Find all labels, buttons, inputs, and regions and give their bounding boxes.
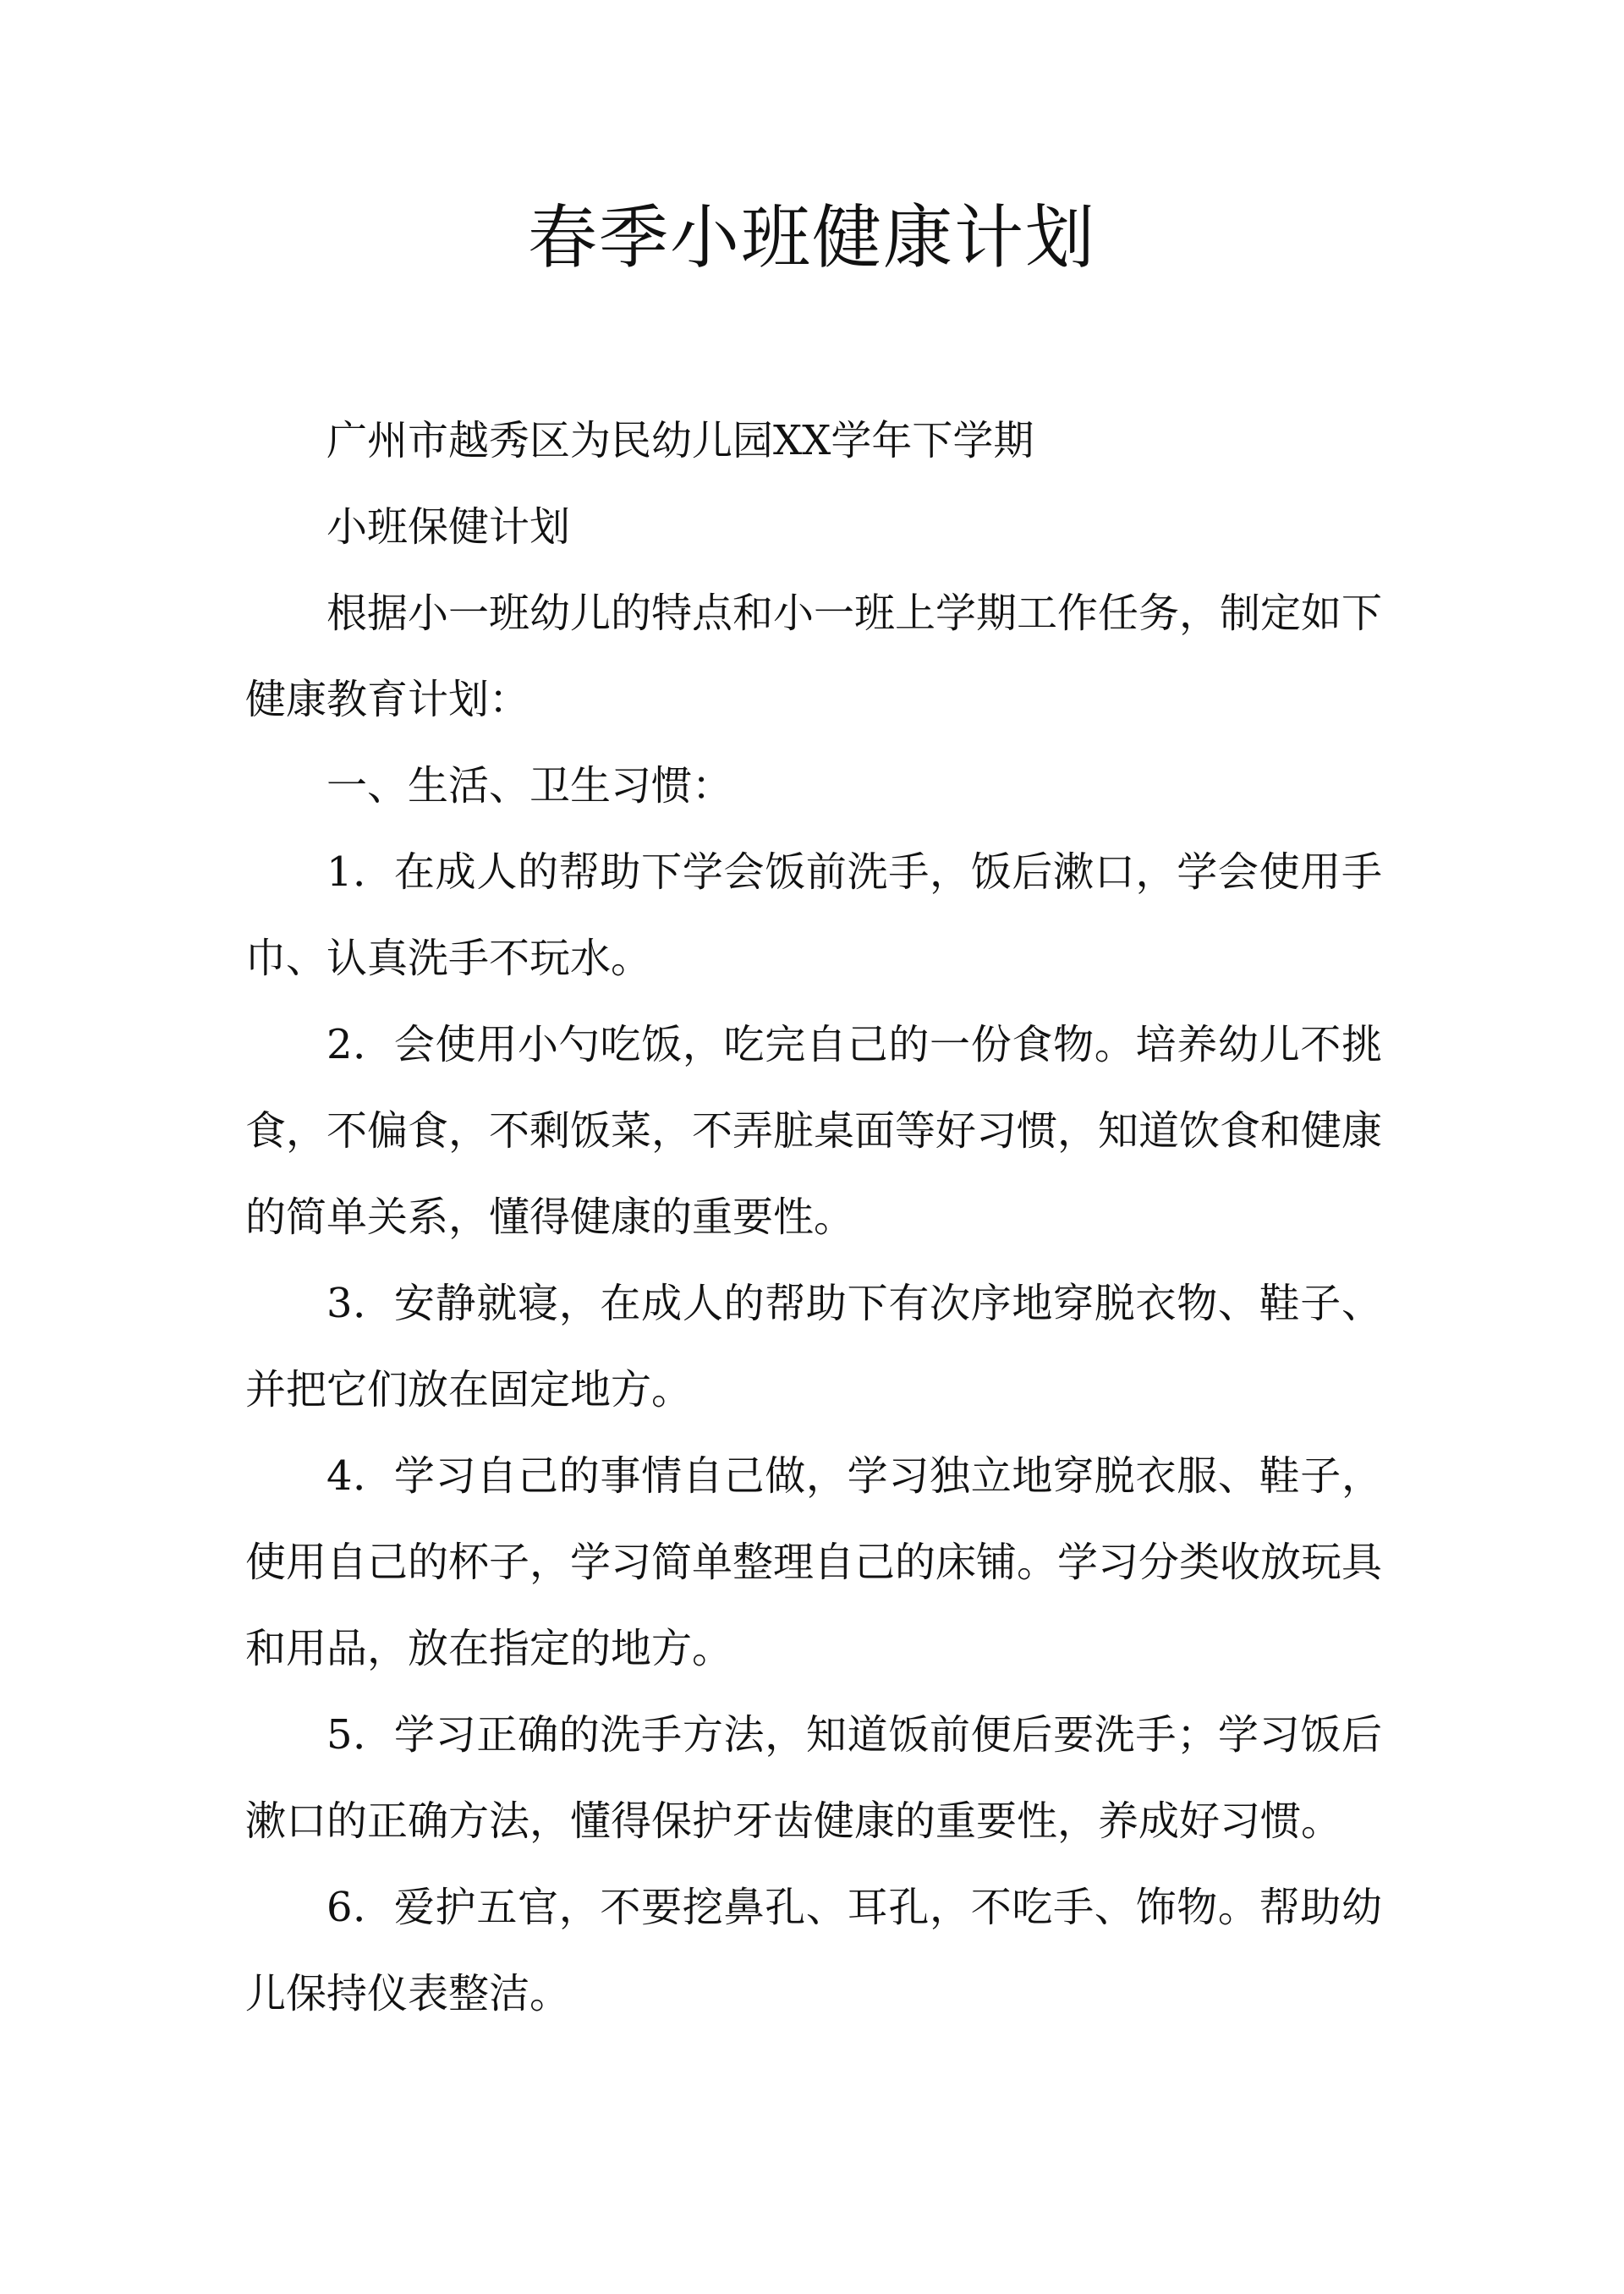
list-item-3: 3．安静就寝，在成人的帮助下有次序地穿脱衣物、鞋子、并把它们放在固定地方。 (245, 1280, 1382, 1413)
list-item-6: 6．爱护五官，不要挖鼻孔、耳孔，不吃手、饰物。帮助幼儿保持仪表整洁。 (245, 1884, 1382, 2017)
paragraph-plan-name: 小班保健计划 (326, 503, 571, 551)
document-title: 春季小班健康计划 (527, 198, 1096, 278)
section-heading-habits: 一、生活、卫生习惯： (326, 762, 733, 809)
list-item-2: 2．会使用小勺吃饭，吃完自己的一份食物。培养幼儿不挑食，不偏食，不剩饭菜，不弄脏桌面等好习惯，知道饮食和健康的简单关系，懂得健康的重要性。 (245, 1021, 1383, 1241)
list-item-5: 5．学习正确的洗手方法，知道饭前便后要洗手；学习饭后漱口的正确方法，懂得保护牙齿健康的重要性，养成好习惯。 (245, 1711, 1382, 1845)
paragraph-school-term: 广州市越秀区为民幼儿园XX学年下学期 (326, 417, 1034, 464)
list-item-1: 1．在成人的帮助下学会饭前洗手，饭后漱口，学会使用手巾、认真洗手不玩水。 (245, 848, 1382, 982)
list-item-4: 4．学习自己的事情自己做，学习独立地穿脱衣服、鞋子，使用自己的杯子，学习简单整理自己的床铺。学习分类收放玩具和用品，放在指定的地方。 (245, 1452, 1383, 1672)
paragraph-intro: 根据小一班幼儿的特点和小一班上学期工作任务，制定如下健康教育计划： (245, 590, 1383, 723)
document-body (245, 398, 1382, 2037)
